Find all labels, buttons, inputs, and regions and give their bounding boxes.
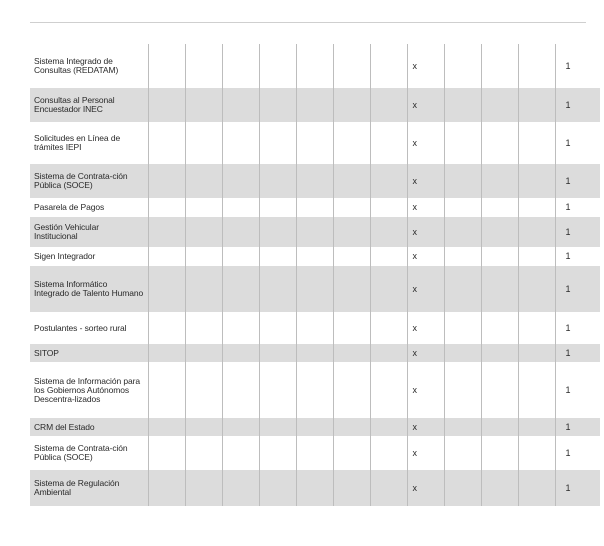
mark-cell: x: [407, 312, 444, 344]
empty-cell: [259, 470, 296, 506]
empty-cell: [444, 122, 481, 164]
empty-cell: [518, 436, 555, 470]
empty-cell: [259, 247, 296, 266]
empty-cell: [370, 88, 407, 122]
empty-cell: [148, 266, 185, 312]
empty-cell: [296, 418, 333, 436]
mark-cell: x: [407, 247, 444, 266]
empty-cell: [370, 362, 407, 418]
empty-cell: [148, 344, 185, 362]
table-row: [30, 344, 600, 362]
empty-cell: [518, 44, 555, 88]
empty-cell: [444, 362, 481, 418]
empty-cell: [481, 470, 518, 506]
count-cell: 1: [555, 247, 600, 266]
empty-cell: [333, 122, 370, 164]
system-name-text: Sistema Informático Integrado de Talento Humano: [34, 279, 144, 298]
count-cell: 1: [555, 266, 600, 312]
empty-cell: [481, 164, 518, 198]
empty-cell: [222, 312, 259, 344]
mark-cell: x: [407, 88, 444, 122]
count-cell: 1: [555, 418, 600, 436]
empty-cell: [444, 198, 481, 217]
table-row: [30, 312, 600, 344]
table-row: [30, 122, 600, 164]
empty-cell: [185, 247, 222, 266]
system-name-text: Sigen Integrador: [34, 251, 96, 261]
empty-cell: [185, 266, 222, 312]
empty-cell: [259, 362, 296, 418]
empty-cell: [333, 470, 370, 506]
empty-cell: [370, 44, 407, 88]
empty-cell: [333, 266, 370, 312]
empty-cell: [333, 312, 370, 344]
empty-cell: [370, 217, 407, 247]
empty-cell: [185, 164, 222, 198]
count-cell: 1: [555, 198, 600, 217]
system-name: [30, 418, 148, 436]
empty-cell: [296, 266, 333, 312]
empty-cell: [185, 198, 222, 217]
empty-cell: [518, 164, 555, 198]
empty-cell: [481, 436, 518, 470]
empty-cell: [370, 312, 407, 344]
count-cell: 1: [555, 164, 600, 198]
empty-cell: [148, 164, 185, 198]
count-cell: 1: [555, 344, 600, 362]
mark-cell: x: [407, 470, 444, 506]
empty-cell: [259, 217, 296, 247]
empty-cell: [185, 470, 222, 506]
system-name-text: Sistema Integrado de Consultas (REDATAM): [34, 56, 119, 75]
table-row: [30, 198, 600, 217]
system-name-text: Sistema de Información para los Gobiernos Autónomos Descentra-lizados: [34, 375, 140, 404]
empty-cell: [444, 44, 481, 88]
table-row: [30, 362, 600, 418]
empty-cell: [370, 470, 407, 506]
empty-cell: [148, 198, 185, 217]
empty-cell: [148, 44, 185, 88]
mark-cell: x: [407, 198, 444, 217]
empty-cell: [481, 312, 518, 344]
empty-cell: [296, 312, 333, 344]
empty-cell: [370, 344, 407, 362]
empty-cell: [481, 247, 518, 266]
empty-cell: [296, 470, 333, 506]
count-cell: 1: [555, 217, 600, 247]
count-cell: 1: [555, 44, 600, 88]
empty-cell: [333, 436, 370, 470]
system-name-text: Sistema de Contrata-ción Pública (SOCE): [34, 443, 128, 462]
empty-cell: [296, 344, 333, 362]
empty-cell: [333, 217, 370, 247]
system-name-text: Postulantes - sorteo rural: [34, 322, 127, 333]
system-name: [30, 436, 148, 470]
mark-cell: x: [407, 418, 444, 436]
empty-cell: [518, 266, 555, 312]
empty-cell: [518, 362, 555, 418]
empty-cell: [222, 344, 259, 362]
empty-cell: [296, 44, 333, 88]
empty-cell: [481, 217, 518, 247]
system-name: [30, 198, 148, 217]
table-row: [30, 470, 600, 506]
count-cell: 1: [555, 436, 600, 470]
empty-cell: [185, 344, 222, 362]
empty-cell: [370, 247, 407, 266]
empty-cell: [370, 198, 407, 217]
empty-cell: [370, 436, 407, 470]
empty-cell: [518, 312, 555, 344]
count-cell: 1: [555, 88, 600, 122]
system-name-text: SITOP: [34, 347, 59, 358]
empty-cell: [259, 88, 296, 122]
empty-cell: [518, 470, 555, 506]
empty-cell: [481, 344, 518, 362]
empty-cell: [259, 44, 296, 88]
empty-cell: [148, 436, 185, 470]
empty-cell: [333, 362, 370, 418]
empty-cell: [185, 88, 222, 122]
empty-cell: [444, 470, 481, 506]
count-cell: 1: [555, 122, 600, 164]
empty-cell: [296, 198, 333, 217]
empty-cell: [296, 164, 333, 198]
system-name: [30, 266, 148, 312]
mark-cell: x: [407, 362, 444, 418]
mark-cell: x: [407, 164, 444, 198]
mark-cell: x: [407, 266, 444, 312]
empty-cell: [333, 164, 370, 198]
empty-cell: [444, 164, 481, 198]
empty-cell: [222, 436, 259, 470]
empty-cell: [148, 362, 185, 418]
empty-cell: [185, 44, 222, 88]
empty-cell: [222, 247, 259, 266]
empty-cell: [333, 198, 370, 217]
empty-cell: [148, 247, 185, 266]
empty-cell: [259, 164, 296, 198]
empty-cell: [222, 217, 259, 247]
empty-cell: [333, 418, 370, 436]
empty-cell: [222, 88, 259, 122]
empty-cell: [259, 312, 296, 344]
system-name-text: Consultas al Personal Encuestador INEC: [34, 95, 115, 114]
empty-cell: [444, 418, 481, 436]
table-row: [30, 164, 600, 198]
system-name: [30, 217, 148, 247]
table-row: [30, 44, 600, 88]
top-rule: [30, 22, 586, 23]
system-name-text: Sistema de Regulación Ambiental: [34, 478, 120, 497]
count-cell: 1: [555, 362, 600, 418]
empty-cell: [148, 312, 185, 344]
table-row: [30, 436, 600, 470]
table-row: [30, 418, 600, 436]
empty-cell: [518, 88, 555, 122]
table-row: [30, 217, 600, 247]
empty-cell: [148, 217, 185, 247]
empty-cell: [518, 344, 555, 362]
empty-cell: [481, 88, 518, 122]
count-cell: 1: [555, 312, 600, 344]
empty-cell: [333, 88, 370, 122]
empty-cell: [444, 312, 481, 344]
empty-cell: [185, 436, 222, 470]
system-name: [30, 44, 148, 88]
system-name-text: Solicitudes en Línea de trámites IEPI: [34, 133, 121, 152]
table-row: [30, 266, 600, 312]
empty-cell: [444, 344, 481, 362]
empty-cell: [370, 164, 407, 198]
mark-cell: x: [407, 122, 444, 164]
empty-cell: [481, 44, 518, 88]
empty-cell: [518, 418, 555, 436]
empty-cell: [296, 436, 333, 470]
systems-table: [30, 44, 600, 506]
count-cell: 1: [555, 470, 600, 506]
mark-cell: x: [407, 44, 444, 88]
empty-cell: [333, 344, 370, 362]
empty-cell: [370, 122, 407, 164]
empty-cell: [222, 362, 259, 418]
system-name-text: Sistema de Contrata-ción Pública (SOCE): [34, 171, 128, 190]
empty-cell: [148, 122, 185, 164]
empty-cell: [370, 418, 407, 436]
table-row: [30, 247, 600, 266]
system-name: [30, 312, 148, 344]
empty-cell: [518, 247, 555, 266]
empty-cell: [444, 88, 481, 122]
empty-cell: [148, 470, 185, 506]
system-name-text: CRM del Estado: [34, 421, 95, 432]
empty-cell: [148, 418, 185, 436]
empty-cell: [185, 362, 222, 418]
empty-cell: [222, 266, 259, 312]
empty-cell: [296, 88, 333, 122]
system-name: [30, 88, 148, 122]
empty-cell: [222, 198, 259, 217]
mark-cell: x: [407, 436, 444, 470]
table-row: [30, 88, 600, 122]
empty-cell: [259, 122, 296, 164]
system-name: [30, 247, 148, 266]
empty-cell: [444, 436, 481, 470]
empty-cell: [481, 122, 518, 164]
empty-cell: [481, 266, 518, 312]
empty-cell: [481, 418, 518, 436]
empty-cell: [185, 122, 222, 164]
system-name: [30, 164, 148, 198]
system-name-text: Pasarela de Pagos: [34, 202, 105, 212]
empty-cell: [259, 344, 296, 362]
empty-cell: [259, 418, 296, 436]
empty-cell: [444, 247, 481, 266]
empty-cell: [481, 198, 518, 217]
empty-cell: [518, 198, 555, 217]
empty-cell: [296, 247, 333, 266]
empty-cell: [518, 122, 555, 164]
empty-cell: [333, 247, 370, 266]
empty-cell: [259, 198, 296, 217]
empty-cell: [333, 44, 370, 88]
empty-cell: [296, 122, 333, 164]
system-name: [30, 344, 148, 362]
empty-cell: [444, 217, 481, 247]
system-name: [30, 122, 148, 164]
system-name: [30, 362, 148, 418]
empty-cell: [481, 362, 518, 418]
empty-cell: [222, 164, 259, 198]
mark-cell: x: [407, 217, 444, 247]
empty-cell: [518, 217, 555, 247]
empty-cell: [370, 266, 407, 312]
empty-cell: [296, 217, 333, 247]
empty-cell: [222, 44, 259, 88]
empty-cell: [222, 470, 259, 506]
empty-cell: [185, 312, 222, 344]
empty-cell: [185, 418, 222, 436]
empty-cell: [296, 362, 333, 418]
empty-cell: [222, 122, 259, 164]
empty-cell: [222, 418, 259, 436]
empty-cell: [185, 217, 222, 247]
mark-cell: x: [407, 344, 444, 362]
system-name-text: Gestión Vehicular Institucional: [34, 222, 99, 241]
empty-cell: [259, 266, 296, 312]
system-name: [30, 470, 148, 506]
empty-cell: [148, 88, 185, 122]
empty-cell: [444, 266, 481, 312]
empty-cell: [259, 436, 296, 470]
